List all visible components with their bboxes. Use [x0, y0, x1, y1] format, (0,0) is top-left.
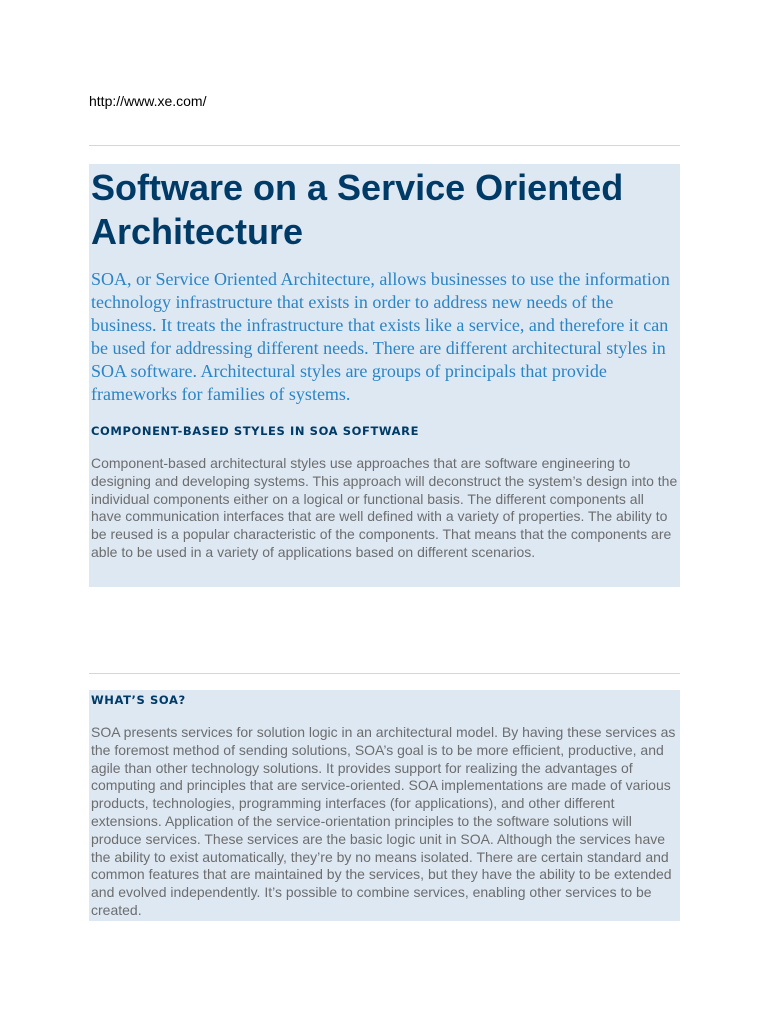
- divider-middle: [89, 673, 680, 674]
- source-url[interactable]: http://www.xe.com/: [89, 93, 207, 109]
- divider-top: [89, 145, 680, 146]
- article-lead: SOA, or Service Oriented Architecture, allows businesses to use the information technology infrastructure that exists in order to address new needs of the business. It treats the infrastructure that exists like a service, and therefore it can be used for addressing different needs. There are different architectural styles in SOA software. Architectural styles are groups of principals that provide frameworks for families of systems.: [91, 269, 670, 404]
- article-title: Software on a Service Oriented Architecture: [91, 167, 624, 252]
- section-body-whats-soa: SOA presents services for solution logic in an architectural model. By having these services as the foremost method of sending solutions, SOA’s goal is to be more efficient, productive, and agile than other technology solutions. It provides support for realizing the advantages of computing and principles that are service-oriented. SOA implementations are made of various products, technologies, programming interfaces (for applications), and other different extensions. Application of the service-orientation principles to the software solutions will produce services. These services are the basic logic unit in SOA. Although the services have the ability to exist automatically, they’re by no means isolated. There are certain standard and common features that are maintained by the services, but they have the ability to be extended and evolved independently. It’s possible to combine services, enabling other services to be created.: [91, 724, 676, 918]
- section-heading-component-based: COMPONENT-BASED STYLES IN SOA SOFTWARE: [91, 424, 420, 438]
- intro-panel: [89, 164, 680, 587]
- section-body-component-based: Component-based architectural styles use approaches that are software engineering to designing and developing systems. This approach will deconstruct the system’s design into the individual components either on a logical or functional basis. The different components all have communication interfaces that are well defined with a variety of properties. The ability to be reused is a popular characteristic of the components. That means that the components are able to be used in a variety of applications based on different scenarios.: [91, 455, 678, 560]
- whats-soa-panel: [89, 690, 680, 921]
- section-heading-whats-soa: WHAT’S SOA?: [91, 693, 186, 707]
